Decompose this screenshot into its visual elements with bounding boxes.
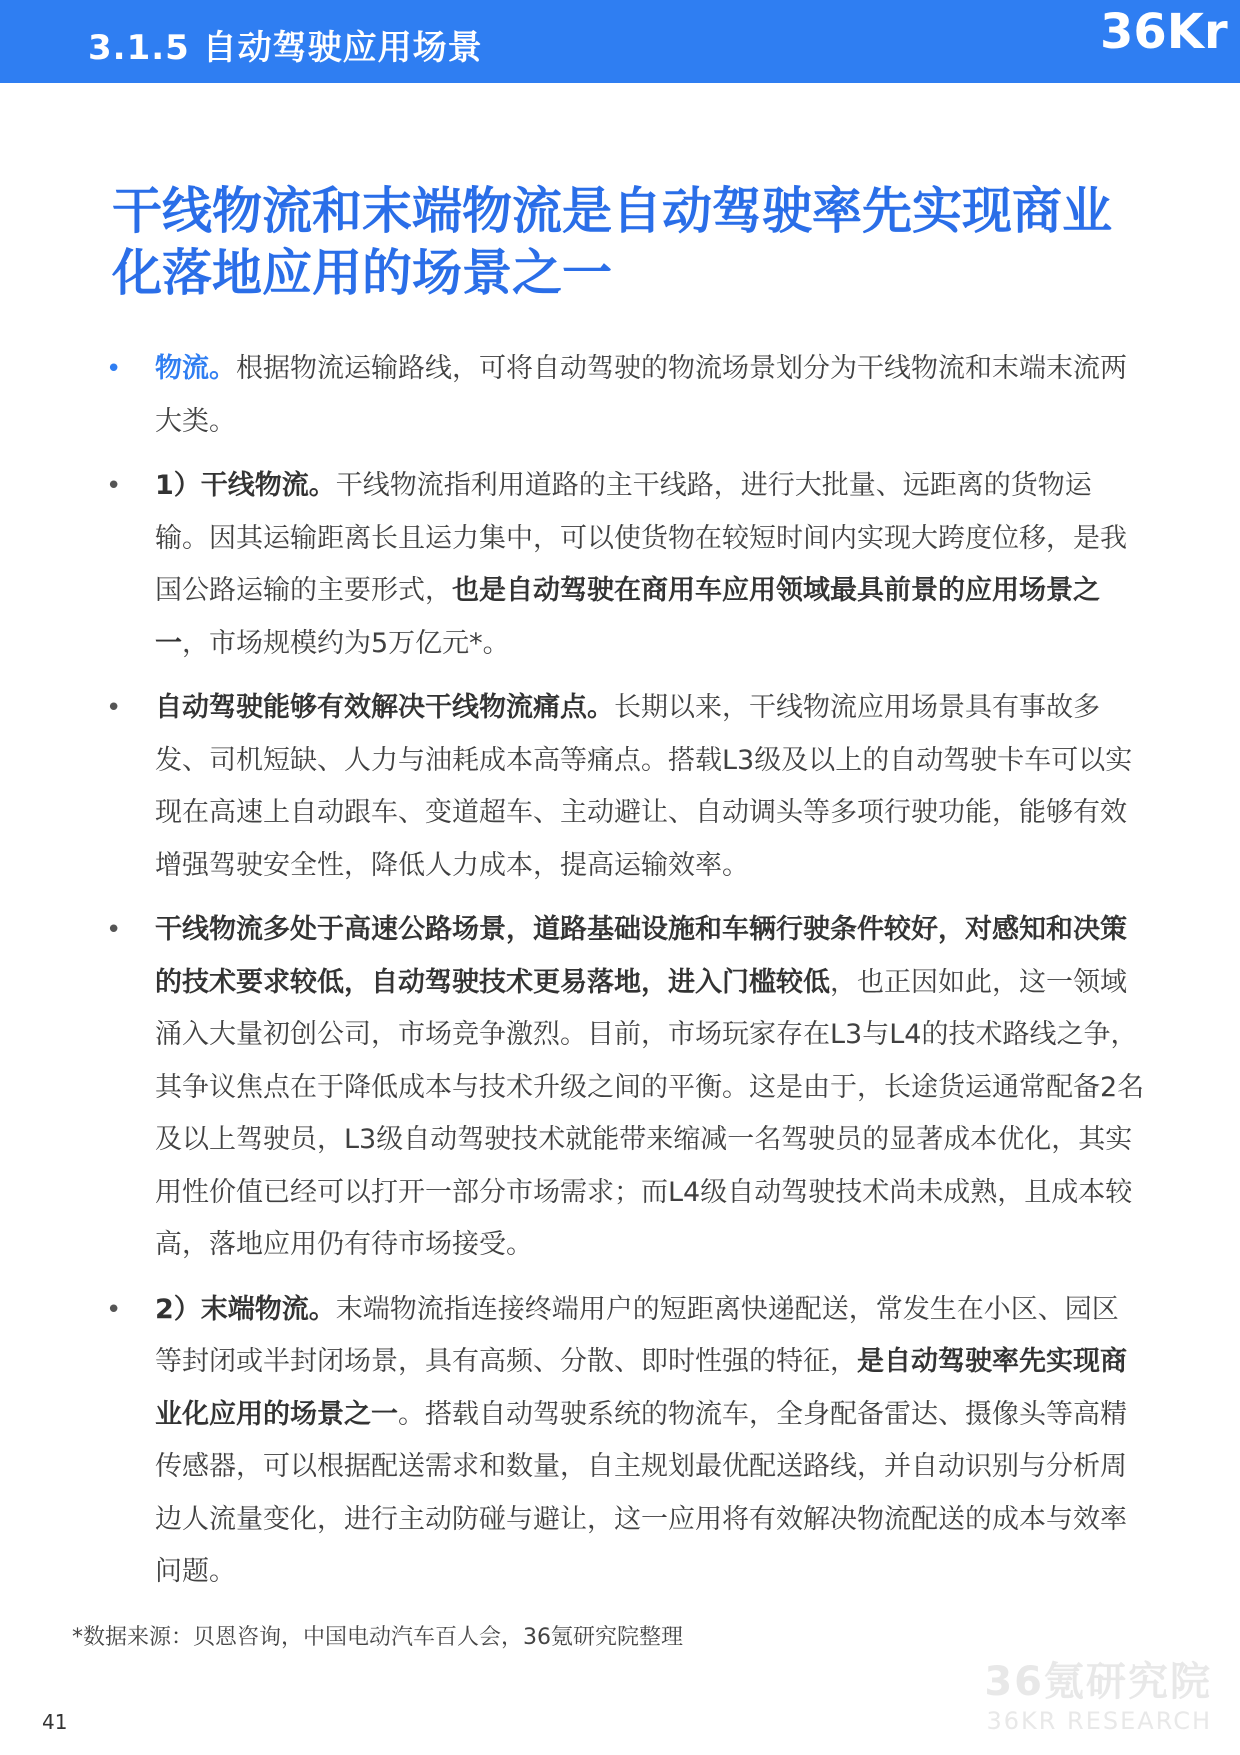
bullet-last-mile: [100, 1284, 1145, 1599]
header-bar: [0, 0, 1240, 83]
bullet-dot-icon: •: [106, 471, 122, 501]
bullet-lead: 干线物流多处于高速公路场景，道路基础设施和车辆行驶条件较好，对感知和决策的技术要求较低，自动驾驶技术更易落地，进入门槛较低: [155, 914, 1127, 998]
bullet-emphasis: 是自动驾驶率先实现商业化应用的场景之一: [155, 1346, 1127, 1430]
bullet-text: 根据物流运输路线，可将自动驾驶的物流场景划分为干线物流和末端末流两大类。: [155, 353, 1127, 437]
bullet-logistics: [100, 343, 1145, 448]
bullet-tail: ，市场规模约为5万亿元*。: [182, 627, 510, 659]
headline-line-2: 化落地应用的场景之一: [112, 244, 612, 302]
bullet-dot-icon: •: [106, 915, 122, 945]
bullet-lead: 1）干线物流。: [155, 470, 336, 501]
watermark: [984, 1650, 1212, 1735]
bullet-list: [100, 343, 1145, 1611]
bullet-lead: 物流。: [155, 353, 236, 384]
bullet-text: 干线物流指利用道路的主干线路，进行大批量、远距离的货物运输。因其运输距离长且运力集中，可以使货物在较短时间内实现大跨度位移，是我国公路运输的主要形式，: [155, 470, 1127, 606]
source-note: *数据来源：贝恩咨询，中国电动汽车百人会，36氪研究院整理: [72, 1625, 683, 1650]
watermark-line-1: 36氪研究院: [984, 1659, 1212, 1705]
headline-line-1: 干线物流和末端物流是自动驾驶率先实现商业: [112, 182, 1112, 240]
page-number: 41: [42, 1710, 68, 1734]
bullet-lead: 2）末端物流。: [155, 1293, 336, 1325]
bullet-pain-points: [100, 682, 1145, 892]
bullet-text: ，也正因如此，这一领域涌入大量初创公司，市场竞争激烈。目前，市场玩家存在L3与L4的技术路线之争，其争议焦点在于降低成本与技术升级之间的平衡。这是由于，长途货运通常配备2名及以上驾驶员，L3级自动驾驶技术就能带来缩减一名驾驶员的显著成本优化，其实用性价值已经可以打开一部分市场需求；而L4级自动驾驶技术尚未成熟，且成本较高，落地应用仍有待市场接受。: [155, 966, 1145, 1260]
bullet-trunk-logistics: [100, 460, 1145, 670]
bullet-dot-icon: •: [106, 1294, 122, 1325]
bullet-tail: 。搭载自动驾驶系统的物流车，全身配备雷达、摄像头等高精传感器，可以根据配送需求和数量，自主规划最优配送路线，并自动识别与分析周边人流量变化，进行主动防碰与避让，这一应用将有效解决物流配送的成本与效率问题。: [155, 1398, 1127, 1587]
bullet-dot-icon: •: [106, 693, 122, 723]
bullet-text: 长期以来，干线物流应用场景具有事故多发、司机短缺、人力与油耗成本高等痛点。搭载L3级及以上的自动驾驶卡车可以实现在高速上自动跟车、变道超车、主动避让、自动调头等多项行驶功能，能够有效增强驾驶安全性，降低人力成本，提高运输效率。: [155, 692, 1133, 881]
36kr-logo-icon: [1070, 0, 1240, 83]
bullet-text: 末端物流指连接终端用户的短距离快递配送，常发生在小区、园区等封闭或半封闭场景，具有高频、分散、即时性强的特征，: [155, 1293, 1119, 1377]
svg-text:36Kr: 36Kr: [1100, 4, 1228, 60]
section-title: 3.1.5 自动驾驶应用场景: [88, 28, 483, 68]
bullet-dot-icon: •: [106, 354, 122, 384]
bullet-emphasis: 也是自动驾驶在商用车应用领域最具前景的应用场景之一: [155, 575, 1100, 659]
watermark-line-2: 36KR RESEARCH: [986, 1707, 1212, 1735]
bullet-highway-scenario: [100, 904, 1145, 1272]
headline: [112, 180, 1132, 304]
bullet-lead: 自动驾驶能够有效解决干线物流痛点。: [155, 692, 614, 723]
